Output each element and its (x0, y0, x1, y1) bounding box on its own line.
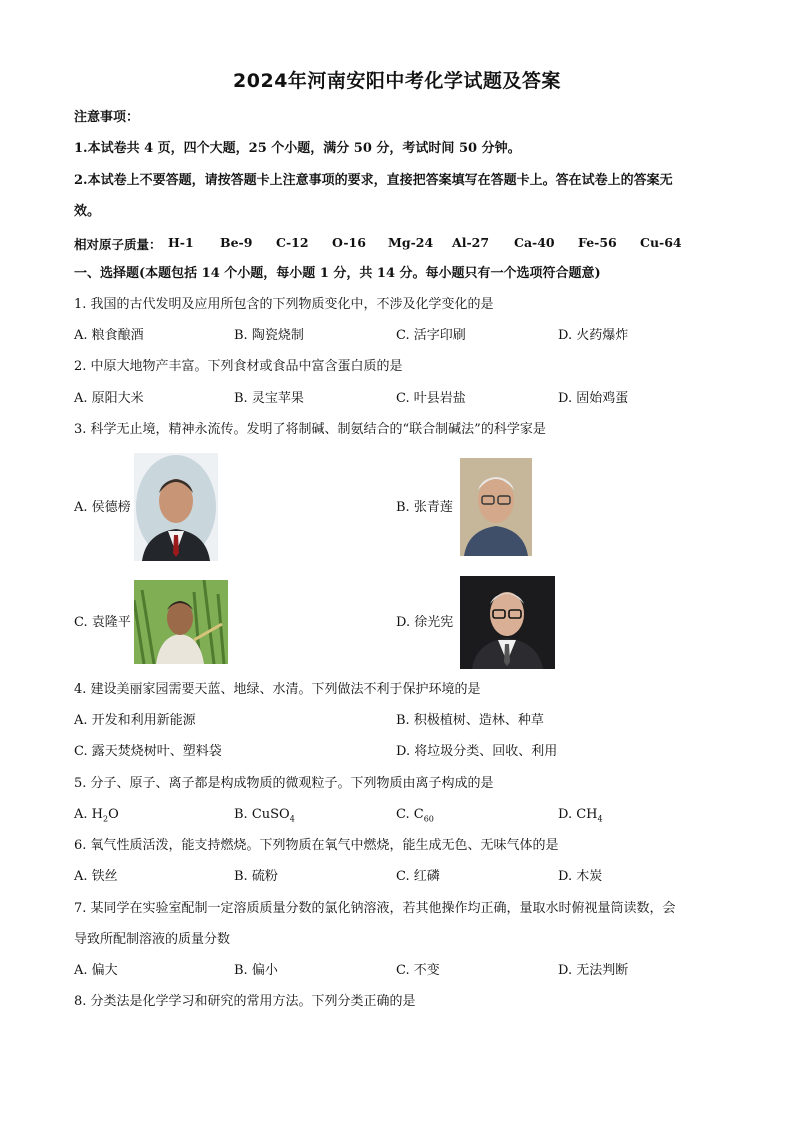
q2-option-b: B. 灵宝苹果 (234, 391, 304, 406)
q5-option-a: A. $H_2O$ (74, 807, 119, 824)
q2-option-d: D. 固始鸡蛋 (558, 391, 629, 406)
q5-option-d: D. $CH_4$ (558, 807, 603, 824)
q2-option-c: C. 叶县岩盐 (396, 391, 466, 406)
q1-option-a: A. 粮食酿酒 (74, 328, 144, 343)
q7-option-b: B. 偏小 (234, 963, 278, 978)
portrait-photo-a (134, 453, 218, 561)
portrait-photo-d (460, 576, 555, 669)
q4-option-c: C. 露天焚烧树叶、塑料袋 (74, 744, 222, 759)
atomic-mass-value: H-1 (168, 235, 194, 250)
section-heading: 一、选择题(本题包括 14 个小题，每小题 1 分，共 14 分。每小题只有一个选项符合题意) (74, 266, 601, 281)
notice-item-1: 1.本试卷共 4 页，四个大题，25 个小题，满分 50 分，考试时间 50 分钟。 (74, 141, 521, 156)
atomic-mass-value: Mg-24 (388, 235, 434, 250)
question-6-stem: 6. 氧气性质活泼，能支持燃烧。下列物质在氧气中燃烧，能生成无色、无味气体的是 (74, 838, 559, 853)
q1-option-c: C. 活字印刷 (396, 328, 466, 343)
q6-option-b: B. 硫粉 (234, 869, 278, 884)
notice-item-2-line2: 效。 (74, 204, 101, 219)
question-2-stem: 2. 中原大地物产丰富。下列食材或食品中富含蛋白质的是 (74, 359, 403, 374)
atomic-mass-label: 相对原子质量： (74, 237, 162, 252)
q1-option-b: B. 陶瓷烧制 (234, 328, 304, 343)
atomic-mass-value: Al-27 (452, 235, 490, 250)
q6-option-d: D. 木炭 (558, 869, 603, 884)
atomic-mass-value: Be-9 (220, 235, 253, 250)
q2-option-a: A. 原阳大米 (74, 391, 144, 406)
page-title: 2024年河南安阳中考化学试题及答案 (233, 70, 561, 92)
question-8-stem: 8. 分类法是化学学习和研究的常用方法。下列分类正确的是 (74, 994, 416, 1009)
q1-option-d: D. 火药爆炸 (558, 328, 629, 343)
question-3-stem: 3. 科学无止境，精神永流传。发明了将制碱、制氨结合的“联合制碱法”的科学家是 (74, 422, 546, 437)
q3-option-b: B. 张青莲 (396, 500, 453, 515)
atomic-mass-value: Ca-40 (514, 235, 555, 250)
portrait-photo-b (460, 458, 532, 556)
question-5-stem: 5. 分子、原子、离子都是构成物质的微观粒子。下列物质由离子构成的是 (74, 776, 494, 791)
q3-option-c: C. 袁隆平 (74, 615, 131, 630)
q5-option-c: C. $C_{60}$ (396, 807, 434, 824)
atomic-mass-value: Fe-56 (578, 235, 617, 250)
portrait-photo-c (134, 580, 228, 664)
question-4-stem: 4. 建设美丽家园需要天蓝、地绿、水清。下列做法不利于保护环境的是 (74, 682, 481, 697)
atomic-mass-value: C-12 (276, 235, 309, 250)
q3-option-d: D. 徐光宪 (396, 615, 454, 630)
q5-option-b: B. CuSO$_4$ (234, 807, 295, 824)
q4-option-b: B. 积极植树、造林、种草 (396, 713, 544, 728)
q7-option-c: C. 不变 (396, 963, 440, 978)
q4-option-a: A. 开发和利用新能源 (74, 713, 196, 728)
q6-option-c: C. 红磷 (396, 869, 440, 884)
q7-option-d: D. 无法判断 (558, 963, 629, 978)
atomic-mass-value: Cu-64 (640, 235, 682, 250)
q3-option-a: A. 侯德榜 (74, 500, 131, 515)
atomic-mass-value: O-16 (332, 235, 366, 250)
question-7-stem-line2: 导致所配制溶液的质量分数 (74, 932, 231, 947)
q7-option-a: A. 偏大 (74, 963, 118, 978)
q4-option-d: D. 将垃圾分类、回收、利用 (396, 744, 558, 759)
notice-heading: 注意事项： (74, 110, 140, 125)
question-1-stem: 1. 我国的古代发明及应用所包含的下列物质变化中，不涉及化学变化的是 (74, 297, 494, 312)
notice-item-2-line1: 2.本试卷上不要答题，请按答题卡上注意事项的要求，直接把答案填写在答题卡上。答在试卷上的答案无 (74, 173, 673, 188)
q6-option-a: A. 铁丝 (74, 869, 118, 884)
question-7-stem-line1: 7. 某同学在实验室配制一定溶质质量分数的氯化钠溶液，若其他操作均正确，量取水时俯视量筒读数，会 (74, 901, 676, 916)
